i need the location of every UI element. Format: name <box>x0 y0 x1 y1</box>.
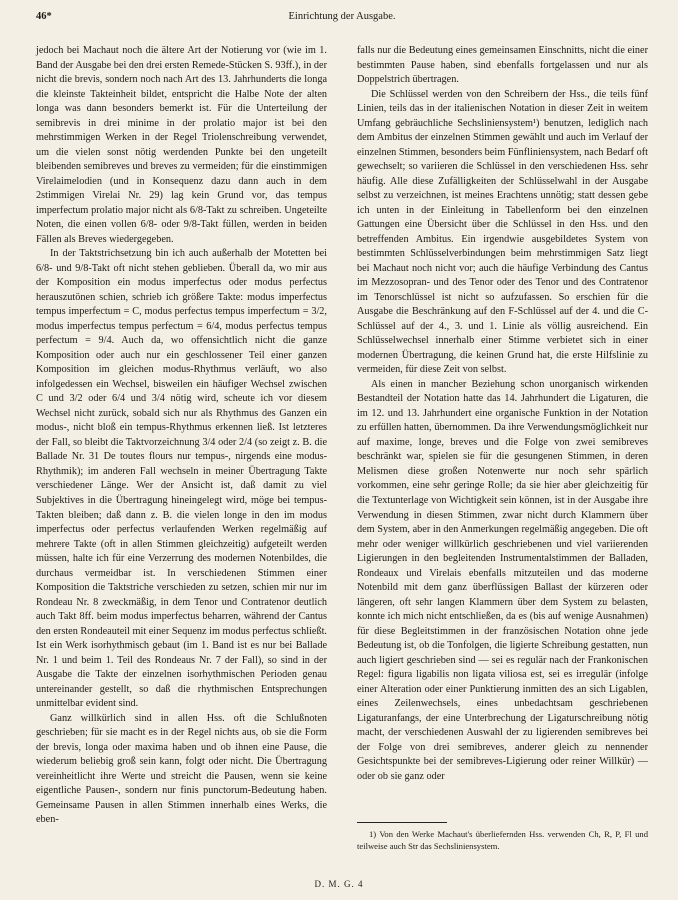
signature-mark: D. M. G. 4 <box>314 879 364 889</box>
left-column <box>36 44 327 828</box>
paragraph: falls nur die Bedeutung eines gemeinsamen Einschnitts, nicht die einer bestimmten Pause haben, sind ebenfalls fortgelassen und nur als Doppelstrich übertragen. <box>357 45 648 86</box>
page-number: 46* <box>36 11 52 22</box>
page-header <box>36 11 648 27</box>
footnote: 1) Von den Werke Machaut's überliefernden Hss. verwenden Ch, R, P, Fl und teilweise auch Str das Sechsliniensystem. <box>357 829 648 851</box>
running-title: Einrichtung der Ausgabe. <box>288 11 396 22</box>
paragraph: Ganz willkürlich sind in allen Hss. oft die Schlußnoten geschrieben; für sie macht es in der Regel nichts aus, ob sie die Form der brevis, longa oder maxima haben und ob ihnen eine Pause, die wiederum beliebig groß sein kann, folgt oder nicht. Die Übertragung vereinheitlicht ihre Werte und streicht die Pausen, wenn sie keine eigentliche Pausen-, sondern nur finis punctorum-Bedeutung haben. Gemeinsame Pausen in allen Stimmen innerhalb eines Werks, die eben- <box>36 712 327 826</box>
paragraph: Als einen in mancher Beziehung schon unorganisch wirkenden Bestandteil der Notation hatte das 14. Jahrhundert die Ligaturen, die im 12. und 13. Jahrhundert eine organische Funktion in der Notation zu erfüllen hatten, übernommen. Da ihre Verwendungsmöglichkeit nur auf maxime, longe, breves und die Folge von zwei semibreves beschränkt war, spielen sie für die gesungenen Stimmen, in deren Melismen diese großen Notenwerte nur noch sehr spärlich vorkommen, eine sehr geringe Rolle; da sie hier aber gleichzeitig für die Textunterlage von Wichtigkeit sein können, ist in der Ausgabe ihre Verwendung in diesen Stimmen, zwar nicht durch Klammern über dem System, aber in den Anmerkungen regelmäßig angegeben. Die oft mehr oder weniger willkürlich geschriebenen und viel variierenden Ligierungen in den begleitenden Instrumentalstimmen der Balladen, Rondeaux und Virelais ebenfalls mitzuteilen und das moderne Notenbild mit dem ganz überflüssigen Ballast der kürzeren oder längeren, oft sehr langen Klammern über dem System zu belasten, konnte ich mich nicht entschließen, da es (bis auf wenige Ausnahmen) für diese Begleitstimmen in der französischen Notation ohne jede Bedeutung ist, ob die Tonfolgen, die ligierte Schreibung gestatten, nun auch ligiert geschrieben sind — sei es regulär nach der Frankonischen Regel: figura ligabilis non ligata viliosa est, sei es irregulär (infolge einer Alteration oder einer Punktierung inmitten des an sich Ligablen, eines Zeilenwechsels, eines unbedachtsam geschriebenen Ligaturanfangs, der eine Unterbrechung der Ligaturschreibung nötig macht, der verschiedenen Auswahl der zu ligierenden semibreves bei der Folge von drei semibreves, anderer gleich zu nennender Gesichtspunkte bei der semibreves-Ligierung oder reiner Willkür) — oder ob sie ganz oder <box>357 378 648 782</box>
paragraph: jedoch bei Machaut noch die ältere Art der Notierung vor (wie im 1. Band der Ausgabe bei den drei ersten Remede-Stücken S. 93ff.), in der nicht die brevis, sondern noch nach Art des 13. Jahrhunderts die longa die kleinste Takteinheit bildet, entspricht die Halbe Note der alten longa was dann besonders bemerkt ist. Für die Unterteilung der semibrevis in drei minime in der prolatio major ist bei den mehrstimmigen Werken in der Regel Triolenschreibung verwendet, um die vielen sonst nötig werdenden Punkte bei den ungeteilt bleibenden semibreves und breves zu vermeiden; für die einstimmigen Virelaimelodien (und in Konsequenz dazu dann auch in dem 2stimmigen Virelai Nr. 29) lag kein Grund vor, das tempus imperfectum prolatio major nicht als 6/8-Takt zu schreiben. Ungeteilte Noten, die einen vollen 6/8- oder 9/8-Takt füllen, werden in beiden Fällen als Breves wiedergegeben. <box>36 45 327 245</box>
paragraph: Die Schlüssel werden von den Schreibern der Hss., die teils fünf Linien, teils das in der italienischen Notation in dieser Zeit in weitem Umfang gebräuchliche Sechsliniensystem¹) benutzen, lediglich nach dem Ambitus der einzelnen Stimmen gewählt und auch im Verlauf der einzelnen Stimmen, besonders beim Fünfliniensystem, nach Bedarf oft gewechselt; so variieren die Schlüssel in den verschiedenen Hss. sehr häufig. Alle diese Zufälligkeiten der Schlüsselwahl in der Ausgabe selbst zu verzeichnen, ist meines Erachtens unnötig; statt dessen gebe ich unten in der Einleitung in Tabellenform bei den einzelnen Gattungen eine Übersicht über die Schlüssel in den Hss. und den betreffenden Ambitus. Ein irgendwie ausgebildetes System von bestimmten Schlüsselverbindungen beim mehrstimmigen Satz liegt bei Machaut noch nicht vor; auch die häufige Verbindung des Cantus im Mezzosopran- und des Tenor oder des Tenor und des Contratenor im Tenorschlüssel ist nicht so aufzufassen. So erschien für die Ausgabe die Beschränkung auf den F-Schlüssel auf der 4. und die C-Schlüssel auf der 4., 3. und 1. Linie als völlig ausreichend. Ein Schlüsselwechsel innerhalb einer Stimme verbietet sich in einer modernen Übertragung, die keinen Grund hat, die erste Hilfslinie zu vermeiden, für diese Zeit von selbst. <box>357 88 648 376</box>
footnote-rule <box>357 822 447 823</box>
right-column <box>357 44 648 784</box>
paragraph: In der Taktstrichsetzung bin ich auch außerhalb der Motetten bei 6/8- und 9/8-Takt oft nicht stehen geblieben. Überall da, wo mir aus der Komposition ein modus imperfectus oder modus perfectus herauszutönen schien, schrieb ich größere Takte: modus imperfectus tempus imperfectum = C, modus perfectus tempus imperfectum = 3/2, modus imperfectus tempus perfectum = 6/4, modus perfectus tempus perfectum = 9/4. Auch da, wo offensichtlich nicht die ganze Komposition oder auch nur ein geschlossener Teil einer ganzen Komposition im gleichen modus-Rhythmus verläuft, wo also infolgedessen ein Wechsel, bisweilen ein häufiger Wechsel zwischen C und 3/2 oder 6/4 und 3/4 nötig wird, scheute ich vor diesem Wechsel nicht zurück, sobald sich nur als Rhythmus des Ganzen ein modus-, nicht bloß ein tempus-Rhythmus erkennen ließ. Ist letzteres der Fall, so bleibt die Taktvorzeichnung 3/4 oder 2/4 (so zeigt z. B. die Ballade Nr. 31 De toutes flours nur tempus-, nirgends eine modus-Rhythmik); im anderen Fall wechseln in meiner Übertragung Takte verschiedener Länge. Wer der Ansicht ist, daß damit zu viel Subjektives in die Übertragung hineingelegt wird, möge bei tempus-Takten bleiben; daß dann z. B. die vielen longe in den im modus imperfectus oder perfectus verlaufenden Werken regelmäßig auf mehrere Takte (oft in allen Stimmen gleichzeitig) aufgeteilt werden müssen, halte ich für eine Verzerrung des modernen Notenbildes, die durchaus vermeidbar ist. In verschiedenen Stimmen einer Komposition die Taktstriche verschieden zu setzen, schien mir nur im Rondeau Nr. 8 zweckmäßig, in dem Tenor und Contratenor deutlich auch Takt 8ff. beim modus imperfectus beharren, während der Cantus den ersten Rondeauteil mit einer Sequenz im modus perfectus schließt. Ist ein Werk isorhythmisch gebaut (im 1. Band ist es nur bei Ballade Nr. 1 und beim 1. Teil des Rondeaus Nr. 7 der Fall), so sind in der Ausgabe die Takte der einzelnen isorhythmischen Perioden genau untereinander gestellt, so daß die rhythmischen Entsprechungen unmittelbar evident sind. <box>36 248 327 710</box>
